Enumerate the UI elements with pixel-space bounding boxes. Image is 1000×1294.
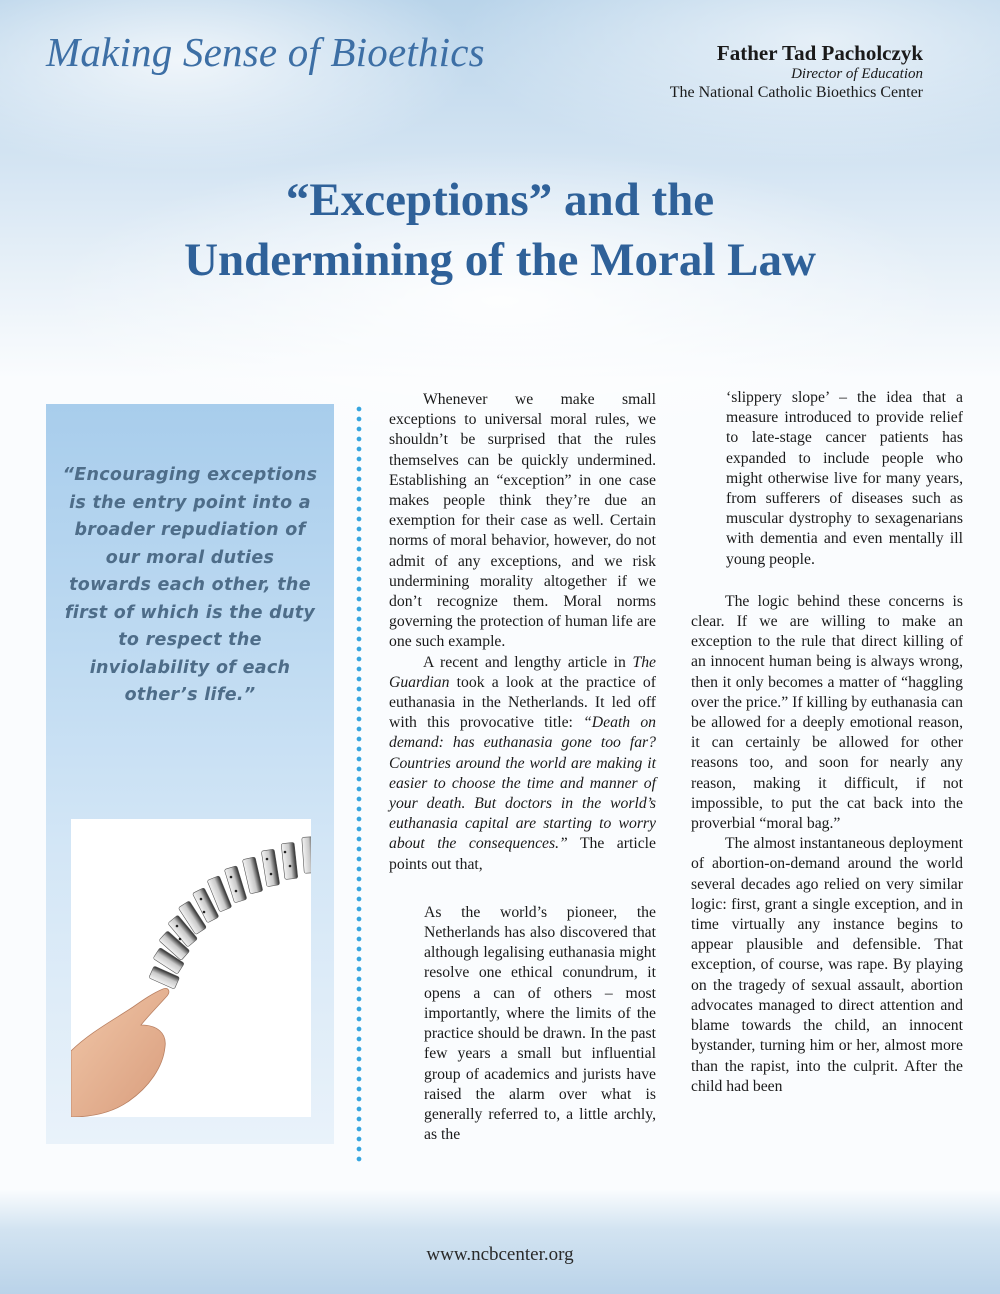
author-role: Director of Education (791, 66, 923, 82)
pull-quote: “Encouraging exceptions is the entry point into a broader repudiation of our moral duties towards each other, the first of which is the duty to respect the inviolability of each other’s life.” (62, 465, 318, 705)
body-paragraph-4: The almost instantaneous deployment of abortion-on-demand around the world several decades ago relied on very similar logic: first, grant a single exception, and in time virtually any instance begins to appear plausible and defensible. That exception, of course, was rape. By playing on the tragedy of sexual assault, abortion advocates managed to direct attention and blame towards the child, an innocent bystander, turning him or her, almost more than the rapist, into the culprit. After the child had been (691, 835, 963, 1095)
article-column-1 (389, 390, 656, 1145)
byline (670, 41, 923, 102)
dotted-divider (356, 404, 362, 1166)
falling-dominoes-image (71, 819, 311, 1117)
body-paragraph-1: Whenever we make small exceptions to universal moral rules, we shouldn’t be surprised that the rules themselves can be quickly undermined. Establishing an “exception” in one case makes people think they’re due an exemption for their case as well. Certain norms of moral behavior, however, do not admit of any exceptions, and we risk undermining morality altogether if we don’t recognize them. Moral norms governing the protection of human life are one such example. (389, 391, 656, 651)
quoted-headline: “Death on demand: has euthanasia gone too far? Countries around the world are making it easier to choose the time and manner of your death. But doctors in the world’s euthanasia capital are starting to worry about the consequences.” (389, 714, 657, 853)
pointing-hand (71, 988, 169, 1117)
series-title: Making Sense of Bioethics (46, 29, 485, 75)
author-name: Father Tad Pacholczyk (716, 41, 923, 65)
article-title (0, 170, 1000, 290)
block-quote-continued: ‘slippery slope’ – the idea that a measure introduced to provide relief to late-stage cancer patients has expanded to include people who might otherwise live for many years, from sufferers of diseases such as muscular dystrophy to sexagenarians with dementia and even mentally ill young people. (726, 389, 963, 568)
domino-photo (71, 819, 311, 1117)
body-paragraph-2: A recent and lengthy article in The Guardian took a look at the practice of euthanasia in the Netherlands. It led off with this provocative title: “Death on demand: has euthanasia gone too far? Countries around the world are making it easier to choose the time and manner of your death. But doctors in the world’s euthanasia capital are starting to worry about the consequences.” The article points out that, (389, 653, 657, 873)
article-column-2 (691, 388, 963, 1097)
article-title-line-1: “Exceptions” and the (285, 174, 715, 226)
article-title-line-2: Undermining of the Moral Law (184, 234, 816, 286)
footer-url[interactable]: www.ncbcenter.org (426, 1244, 574, 1265)
domino-row (149, 837, 311, 990)
block-quote: As the world’s pioneer, the Netherlands has also discovered that although legalising euthanasia might resolve one ethical conundrum, it opens a can of others – most importantly, where the limits of the practice should be drawn. In the past few years a small but influential group of academics and jurists have raised the alarm over what is generally referred to, a little archly, as the (424, 903, 656, 1144)
source-title: The Guardian (389, 653, 656, 691)
author-organization: The National Catholic Bioethics Center (669, 84, 923, 101)
body-paragraph-3: The logic behind these concerns is clear. If we are willing to make an exception to the rule that direct killing of an innocent human being is always wrong, then it only becomes a matter of “haggling over the price.” If killing by euthanasia can be allowed for a deeply emotional reason, it can certainly be allowed for other reasons too, and soon for nearly any reason, making it difficult, if not impossible, to put the cat back into the proverbial “moral bag.” (691, 592, 963, 833)
